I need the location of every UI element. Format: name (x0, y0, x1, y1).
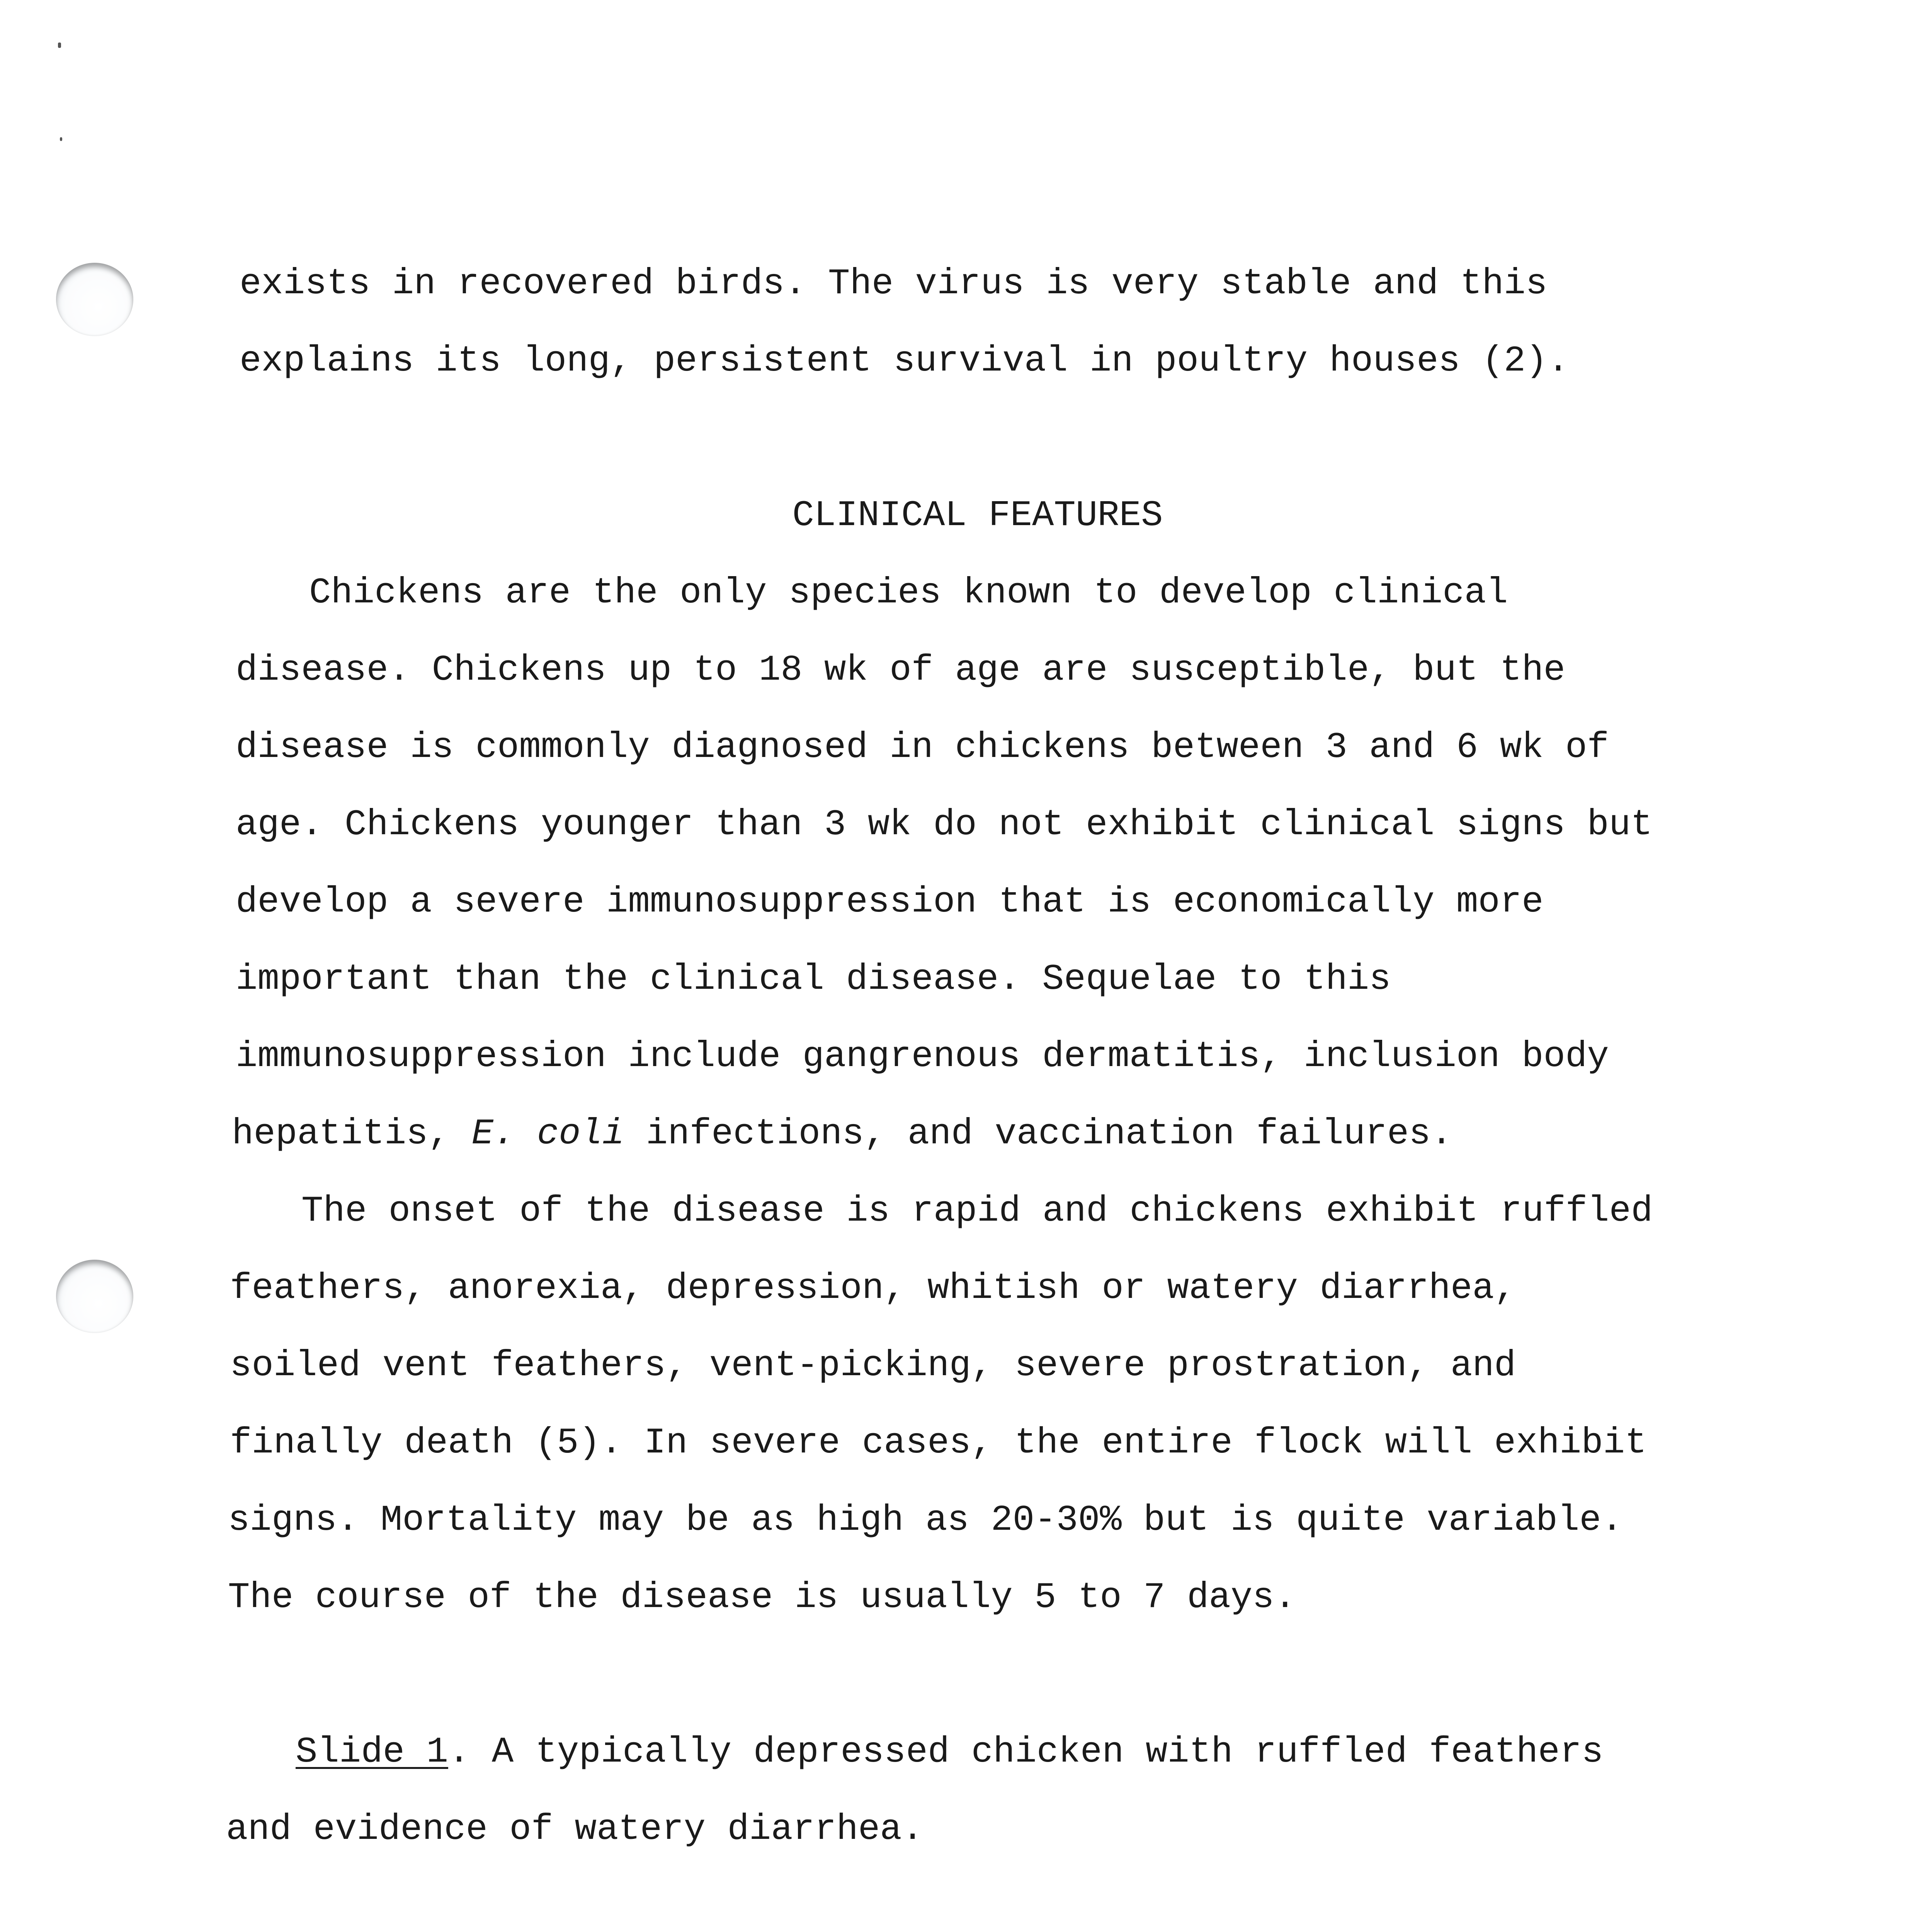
clinical-p1-line-4: age. Chickens younger than 3 wk do not exhibit clinical signs but (236, 804, 1653, 845)
clinical-features-heading: CLINICAL FEATURES (792, 495, 1163, 536)
intro-line-1: exists in recovered birds. The virus is very stable and this (240, 264, 1548, 304)
scan-speck (60, 137, 62, 141)
species-name-italic: E. coli (471, 1114, 624, 1155)
clinical-p2-line-3: soiled vent feathers, vent-picking, severe prostration, and (230, 1345, 1516, 1386)
slide-caption-text: . A typically depressed chicken with ruffled feathers (448, 1732, 1604, 1773)
slide-caption-line-2: and evidence of watery diarrhea. (226, 1809, 924, 1850)
clinical-p1-line-6: important than the clinical disease. Sequelae to this (236, 959, 1391, 1000)
clinical-p2-line-1: The onset of the disease is rapid and chickens exhibit ruffled (301, 1191, 1653, 1232)
intro-line-2: explains its long, persistent survival in poultry houses (2). (240, 341, 1569, 382)
binder-hole-middle (56, 1260, 133, 1333)
text-run: hepatitis, (232, 1114, 472, 1155)
slide-label: Slide 1 (296, 1732, 448, 1773)
clinical-p2-line-6: The course of the disease is usually 5 to 7 days. (228, 1577, 1296, 1618)
clinical-p2-line-2: feathers, anorexia, depression, whitish or watery diarrhea, (230, 1268, 1516, 1309)
clinical-p1-line-2: disease. Chickens up to 18 wk of age are susceptible, but the (236, 650, 1565, 691)
clinical-p1-line-1: Chickens are the only species known to develop clinical (309, 573, 1508, 614)
slide-caption-line-1 (296, 1731, 1604, 1774)
clinical-p1-line-7: immunosuppression include gangrenous dermatitis, inclusion body (236, 1036, 1609, 1077)
text-run: infections, and vaccination failures. (624, 1114, 1452, 1155)
clinical-p1-line-8 (232, 1113, 1452, 1155)
clinical-p1-line-5: develop a severe immunosuppression that is economically more (236, 882, 1544, 923)
clinical-p2-line-5: signs. Mortality may be as high as 20-30% but is quite variable. (228, 1500, 1623, 1541)
clinical-p2-line-4: finally death (5). In severe cases, the entire flock will exhibit (230, 1423, 1647, 1464)
scan-speck (58, 43, 61, 48)
clinical-p1-line-3: disease is commonly diagnosed in chickens between 3 and 6 wk of (236, 727, 1609, 768)
binder-hole-top (56, 263, 133, 336)
